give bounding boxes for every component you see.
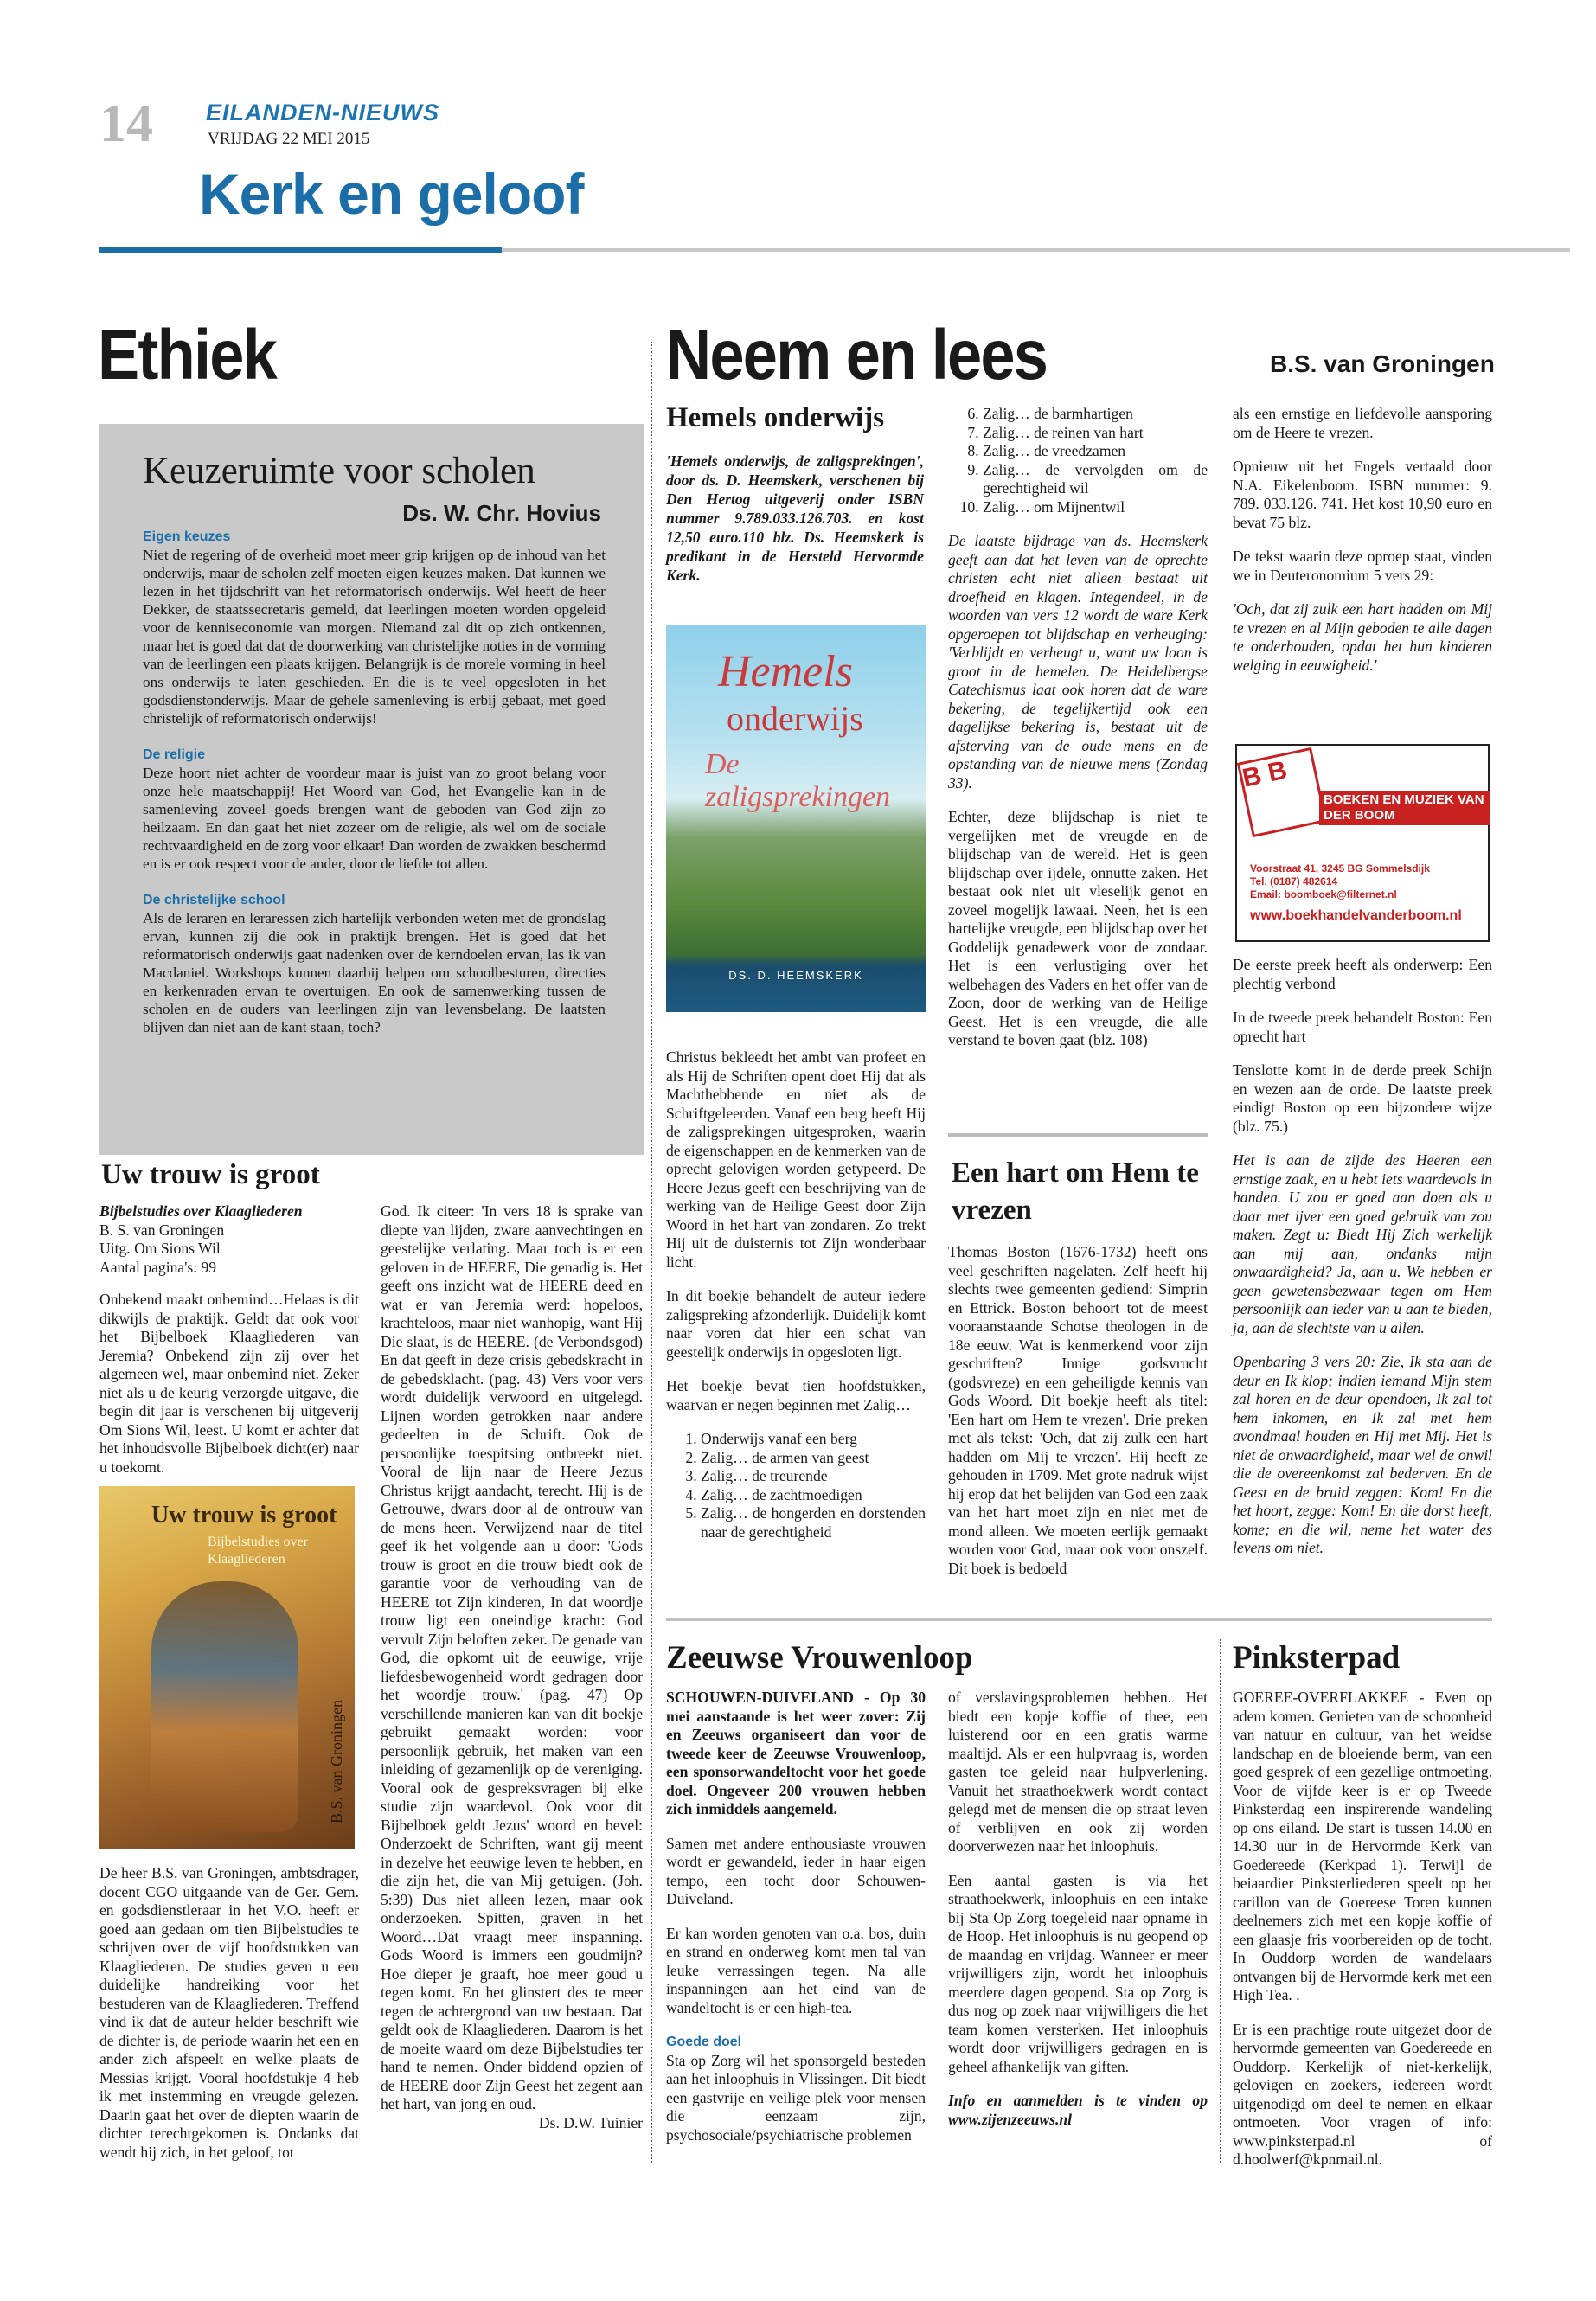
- hemels-p4: Echter, deze blijdschap is niet te vergelijken met de vreugde en de blijdschap van de wereld. Het is geen blijdschap over ijdele, onnutte zaken. Het bestaat ook niet uit vleselijk genot en zoveel mogelijk lawaai. Neen, het is een hartelijke vreugde, een blijdschap over het Goddelijk genadewerk voor de zondaar. Het is een verlustiging over het welbehagen des Vaders en het offer van de Zoon, door de werking van de Heilige Geest. Het is een vreugde, die alle verstand te boven gaat (blz. 108): [948, 808, 1208, 1048]
- list-item: 3. Zalig… de treurende: [701, 1467, 926, 1486]
- list-item: 2. Zalig… de armen van geest: [701, 1449, 926, 1468]
- hart-p6: In de tweede preek behandelt Boston: Een oprecht hart: [1233, 1009, 1492, 1045]
- ethiek-box-author: Ds. W. Chr. Hovius: [402, 500, 601, 526]
- hemels-p2: In dit boekje behandelt de auteur iedere zaligspreking afzonderlijk. Duidelijk komt naar voren dat hier een schat van geestelijk onderwijs in opgesloten ligt.: [666, 1287, 926, 1361]
- ethiek-sub-3: De christelijke school: [143, 893, 285, 907]
- trouw-meta-2: Uitg. Om Sions Wil: [99, 1240, 221, 1257]
- hart-quote2: Het is aan de zijde des Heeren een ernstige zaak, en u hebt iets waardevols in handen. U zou er goed aan doen als u daar met ijver een goed gebruik van zou maken. Zegt u: Biedt Hij Zich werkelijk aan mij aan, ondanks mijn onwaardigheid? Ja, aan u. We hebben er geen gewetensbezwaar tegen om Hem persoonlijk aan ieder van u aan te bieden, ja, aan de slechtste van u allen.: [1233, 1151, 1492, 1336]
- hemels-cover-author: DS. D. HEEMSKERK: [728, 969, 863, 982]
- section-rule: [502, 248, 1570, 252]
- ethiek-sub-2: De religie: [143, 747, 206, 762]
- hemels-intro: 'Hemels onderwijs, de zaligsprekingen', door ds. D. Heemskerk, verschenen bij Den Hertog uitgeverij onder ISBN nummer 9.789.033.126.703. en kost 12,50 euro.110 blz. Ds. Heemskerk is predikant in de Hersteld Hervormde Kerk.: [666, 452, 924, 584]
- trouw-meta-title: Bijbelstudies over Klaagliederen: [99, 1202, 303, 1220]
- vrouwenloop-lead-text: Op 30 mei aanstaande is het weer zover: Zij en Zeeuws organiseert dan voor de tweede keer de Zeeuwse Vrouwenloop, een sponsorwandeltocht voor het goede doel. Ongeveer 200 vrouwen hebben zich inmiddels aangemeld.: [666, 1689, 926, 1817]
- hart-p2: als een ernstige en liefdevolle aansporing om de Heere te vrezen.: [1233, 405, 1492, 441]
- pinksterpad-text2: Er is een prachtige route uitgezet door de hervormde gemeenten van Goedereede en Ouddorp. Kerkelijk of niet-kerkelijk, gelovigen en zoekers, iedereen wordt uitgenodigd om deel te nemen en elkaar ontmoeten. Voor vragen of info: www.pinksterpad.nl of d.hoolwerf@kpnmail.nl.: [1233, 2020, 1492, 2168]
- pinksterpad-text: GOEREE-OVERFLAKKEE - Even op adem komen. Genieten van de schoonheid van natuur en cultuur, van het weidse landschap en de bloeiende berm, van een goed gesprek of een gezellige ontmoeting. Voor de vijfde keer is er op Tweede Pinksterdag een inspirerende wandeling op ons eiland. De start is tussen 14.00 en 14.30 uur in de Hervormde Kerk van Goedereede (Kerkpad 1). Terwijl de beiaardier Pinksterliederen speelt op het carillon van de Goereese Toren kunnen deelnemers zich met een kopje koffie of een glaasje fris voorbereiden op de tocht. In Ouddorp worden de wandelaars ontvangen bij de Hervormde kerk met een High Tea. .: [1233, 1689, 1492, 2003]
- bookshop-address: Voorstraat 41, 3245 BG Sommelsdijk: [1250, 862, 1430, 875]
- pinksterpad-body: Even op adem komen. Genieten van de schoonheid van natuur en cultuur, van het weidse landschap en de bloeiende berm, van een goed gesprek of een gezellige ontmoeting. Voor de vijfde keer is er op Tweede Pinksterdag een inspirerende wandeling op ons eiland. De start is tussen 14.00 en 14.30 uur in de Hervormde Kerk van Goedereede (Kerkpad 1). Terwijl de beiaardier Pinksterliederen speelt op het carillon van de Goereese Toren kunnen deelnemers zich met een kopje koffie of een glaasje fris voorbereiden op de tocht. In Ouddorp worden de wandelaars ontvangen bij de Hervormde kerk met een High Tea. .: [1233, 1689, 1492, 2003]
- page-number: 14: [99, 94, 153, 153]
- vrouwenloop-info: Info en aanmelden is te vinden op www.zijenzeeuws.nl: [948, 2092, 1208, 2128]
- bottom-column-divider: [1220, 1639, 1221, 2163]
- list-item: 4. Zalig… de zachtmoedigen: [701, 1486, 926, 1505]
- trouw-col-1: [99, 1202, 359, 1477]
- vrouwenloop-col-1: [666, 1689, 926, 2144]
- vrouwenloop-title: Zeeuwse Vrouwenloop: [666, 1640, 973, 1676]
- newspaper-brand: EILANDEN-NIEUWS: [206, 99, 439, 125]
- trouw-cover-title: Uw trouw is groot: [151, 1502, 337, 1529]
- list-item: 10. Zalig… om Mijnentwil: [983, 498, 1208, 517]
- vrouwenloop-sub: Goede doel: [666, 2035, 742, 2049]
- section-rule-accent: [99, 247, 502, 253]
- hemels-col-2: [948, 405, 1208, 1066]
- bookshop-email: Email: boomboek@filternet.nl: [1250, 888, 1397, 901]
- zalig-list-a: [666, 1430, 926, 1541]
- trouw-cover-subtitle: Bijbelstudies over Klaagliederen: [208, 1535, 308, 1567]
- hemels-quote: De laatste bijdrage van ds. Heemskerk geeft aan dat het leven van de oprechte christen echt niet alleen bestaat uit droefheid en klagen. Integendeel, in de woorden van vers 12 wordt de ware Kerk opgeroepen tot blijdschap en verheuging: 'Verblijdt en verheugt u, want uw loon is groot in de hemelen. De Heidelbergse Catechismus laat ook horen dat de ware bekering, de tegelijkertijd ook een dagelijkse bekering is, bestaat uit de afsterving van de oude mens en de opstanding van de nieuwe mens (Zondag 33).: [948, 532, 1208, 792]
- trouw-col-2: [381, 1202, 643, 2132]
- hart-p7: Tenslotte komt in de derde preek Schijn en wezen aan de orde. De laatste preek eindigt Boston op een bijzondere wijze (blz. 75.): [1233, 1061, 1492, 1135]
- trouw-book-cover: [99, 1486, 355, 1849]
- ethiek-text-3: Als de leraren en leraressen zich hartelijk verbonden weten met de grondslag ervan, kunnen zij die ook in praktijk brengen. Het is goed dat het reformatorisch onderwijs gaat nadenken over de kerndoelen ervan, las ik van Macdaniel. Workshops kunnen daarbij helpen om schoolbesturen, directies en kerkenraden ervan te overtuigen. En ook de samenwerking tussen de scholen en de ouders van leerlingen zijn van levensbelang. De laatsten blijven dan niet aan de kant staan, toch?: [143, 910, 606, 1035]
- list-item: 9. Zalig… de vervolgden om de gerechtigheid wil: [983, 461, 1208, 498]
- trouw-cover-author: B.S. van Groningen: [328, 1700, 345, 1823]
- vrouwenloop-lead: SCHOUWEN-DUIVELAND - Op 30 mei aanstaande is het weer zover: Zij en Zeeuws organiseert dan voor de tweede keer de Zeeuwse Vrouwenloop, een sponsorwandeltocht voor het goede doel. Ongeveer 200 vrouwen hebben zich inmiddels aangemeld.: [666, 1689, 926, 1817]
- bookshop-contact: [1250, 862, 1430, 901]
- hemels-col-1: [666, 1048, 926, 1541]
- ethiek-title: Ethiek: [98, 316, 277, 394]
- ethiek-box: [99, 424, 644, 1155]
- vrouwenloop-lead-place: SCHOUWEN-DUIVELAND: [666, 1689, 855, 1706]
- vrouwenloop-p5: Een aantal gasten is via het straathoekwerk, inloophuis en een intake bij Sta Op Zorg toegeleid naar opname in de Hoop. Het inloophuis is nu geopend op de maandag en vrijdag. Wanneer er meer vrijwilligers zijn, wordt het inloophuis meerdere dagen geopend. Sta op Zorg is dus nog op zoek naar vrijwilligers die het team komen versterken. Het inloophuis wordt door vrijwilligers gedragen en is geheel afhankelijk van giften.: [948, 1871, 1208, 2075]
- hart-p4: De tekst waarin deze oproep staat, vinden we in Deuteronomium 5 vers 29:: [1233, 548, 1492, 584]
- hart-col-2-bottom: [1233, 956, 1492, 1574]
- section-title: Kerk en geloof: [199, 162, 584, 226]
- hart-p5: De eerste preek heeft als onderwerp: Een plechtig verbond: [1233, 956, 1492, 992]
- vrouwenloop-p3: Sta op Zorg wil het sponsorgeld besteden aan het inloophuis in Vlissingen. Dit biedt een gastvrije en veilige plek voor mensen die eenzaam zijn, psychosociale/psychiatrische problemen: [666, 2051, 926, 2144]
- hart-col-1: Thomas Boston (1676-1732) heeft ons veel geschriften nagelaten. Zelf heeft hij slechts twee gemeenten gediend: Simprin en Ettrick. Boston behoort tot de meest vooraanstaande Schotse theologen in de 18e eeuw. Wat is kenmerkend voor zijn geschriften? Innige godsvrucht (godsvreze) en een geheiligde kennis van Gods Woord. Dit boekje heeft als titel: 'Een hart om Hem te vrezen'. Drie preken met als tekst: 'Och, dat zij zulk een hart hadden om Mij te vrezen'. Hij heeft ze gehouden in 1709. Met grote nadruk wijst hij erop dat het belijden van God een zaak van het hart moet zijn en niet met de mond alleen. We moeten eerlijk gemaakt worden voor God, maar ook voor onszelf. Dit boek is bedoeld: [948, 1243, 1208, 1577]
- trouw-signature: Ds. D.W. Tuinier: [538, 2113, 643, 2131]
- bookshop-logo: [1237, 747, 1327, 837]
- issue-date: VRIJDAG 22 MEI 2015: [208, 130, 370, 148]
- pinksterpad-title: Pinksterpad: [1233, 1640, 1401, 1676]
- vrouwenloop-col-2: [948, 1689, 1208, 2144]
- hemels-cover-line3: De zaligsprekingen: [705, 748, 891, 813]
- hart-title: Een hart om Hem te vrezen: [952, 1157, 1199, 1226]
- bookshop-banner: BOEKEN EN MUZIEK VAN DER BOOM: [1319, 791, 1490, 825]
- list-item: 5. Zalig… de hongerden en dorstenden naar de gerechtigheid: [701, 1504, 926, 1541]
- bottom-section-rule: [666, 1618, 1492, 1621]
- list-item: 7. Zalig… de reinen van hart: [983, 424, 1208, 443]
- bookshop-url[interactable]: www.boekhandelvanderboom.nl: [1250, 908, 1462, 923]
- trouw-meta-1: B. S. van Groningen: [99, 1221, 225, 1239]
- hemels-book-cover: [666, 625, 926, 1012]
- hart-p3: Opnieuw uit het Engels vertaald door N.A. Eikelenboom. ISBN nummer: 9. 789. 033.126. 741. Het kost 10,90 euro en bevat 75 blz.: [1233, 458, 1492, 531]
- list-item: 6. Zalig… de barmhartigen: [983, 405, 1208, 424]
- hemels-p3: Het boekje bevat tien hoofdstukken, waarvan er negen beginnen met Zalig…: [666, 1377, 926, 1413]
- pinksterpad-col: [1233, 1689, 1492, 2170]
- trouw-col2-text: God. Ik citeer: 'In vers 18 is sprake van diepte van lijden, zware aanvechtingen en geestelijke verlating. Maar toch is er een geloven in de HEERE, Die genadig is. Het geeft ons inzicht wat de HEERE deed en wat er van Jeremia werd: hopeloos, krachteloos, maar niet wanhopig, want Hij Die slaat, is de HEERE. (de Verbondsgod) En dat geeft in deze crisis gebedskracht in de gebedsklacht. (pag. 43) Vers voor vers wordt duidelijk verwoord en uitgelegd. Lijnen worden getrokken naar andere gedeelten in de Schrift. Ook de persoonlijke toespitsing ontbreekt niet. Vooral de lijn naar de Heere Jezus Christus krijgt aandacht, terecht. Hij is de Getrouwe, dwars door al de ontrouw van de mens heen. Verwijzend naar de titel geef ik het volgende aan u door: 'Gods trouw is groot en die trouw biedt ook de garantie voor de verhouding van de HEERE tot Zijn kinderen, In dat woordje trouw ligt een oneindige kracht: God vervult Zijn beloften zeker. De genade van God, die opkomt uit de eeuwige, vrije liefdesbewogenheid wordt gedragen door het woordje trouw.' (pag. 47) Op verschillende manieren kan van dit boekje gebruikt gemaakt worden: voor persoonlijk gebruik, het maken van een inleiding of gezamenlijk op de vereniging. Vooral ook de gespreksvragen bij elke studie zijn waardevol. Ook voor dit Bijbelboek geldt Jezus' woord en bevel: Onderzoekt de Schriften, want gij meent in dezelve het eeuwige leven te hebben, en die zijn het, die van Mij getuigen. (Joh. 5:39) Dus niet alleen lezen, maar ook onderzoeken. Spitten, graven in het Woord…Dat vraagt meer inspanning. Gods Woord is immers een goudmijn? Hoe dieper je graaft, hoe meer goud u tegen komt. En het glinstert des te meer tegen de achtergrond van uw bestaan. Dat geldt ook de Klaagliederen. Daarom is het de moeite waard om deze Bijbelstudies ter hand te nemen. Onder biddend opzien of de HEERE door Zijn Geest het zegent aan het hart, van jong en oud.: [381, 1202, 643, 2112]
- ethiek-box-title: Keuzeruimte voor scholen: [143, 451, 535, 491]
- vrouwenloop-p2: Er kan worden genoten van o.a. bos, duin en strand en onderweg komt men tal van leuke verrassingen tegen. Na alle inspanningen aan het eind van de wandeltocht is er een high-tea.: [666, 1924, 926, 2016]
- trouw-meta-3: Aantal pagina's: 99: [99, 1258, 217, 1276]
- hart-quote3: Openbaring 3 vers 20: Zie, Ik sta aan de deur en Ik klop; indien iemand Mijn stem zal horen en de deur opendoen, Ik zal tot hem inkomen, en Ik zal met hem avondmaal houden en Hij met Mij. Het is niet de onwaardigheid, maar wel de onwil die de overeenkomst zal bederven. En de Geest en de bruid zeggen: Kom! En die het hoort, zegge: Kom! En die dorst heeft, kome; en die wil, neme het water des levens om niet.: [1233, 1353, 1492, 1556]
- hart-quote1: 'Och, dat zij zulk een hart hadden om Mij te vrezen en al Mijn geboden te alle dagen te onderhouden, opdat het hun kinderen welging in eeuwigheid.': [1233, 600, 1492, 674]
- prophet-figure-image: [151, 1581, 298, 1832]
- vrouwenloop-p1: Samen met andere enthousiaste vrouwen wordt er gewandeld, ieder in haar eigen tempo, een tocht door Schouwen-Duiveland.: [666, 1834, 926, 1907]
- neem-author: B.S. van Groningen: [1270, 350, 1495, 377]
- hemels-title: Hemels onderwijs: [666, 402, 885, 433]
- hemels-cover-line1: Hemels: [718, 647, 853, 696]
- neem-title: Neem en lees: [666, 316, 1048, 394]
- bookshop-logo-text: B B: [1240, 755, 1290, 793]
- hart-col-2-top: [1233, 405, 1492, 690]
- trouw-col1-bottom: De heer B.S. van Groningen, ambtsdrager, docent CGO uitgaande van de Ger. Gem. en godsdienstleraar in het V.O. heeft er goed aan gedaan om tien Bijbelstudies te schrijven over de vijf hoofdstukken van Klaagliederen. De studies geven u een duidelijke handreiking voor het bestuderen van de Klaagliederen. Treffend vind ik dat de auteur helder beschrift wie de dichter is, de periode waarin het een en ander zich afspeelt en welke plaats de Messias krijgt. Vooral hoofdstukje 4 heb ik met instemming en vreugde gelezen. Daarin gaat het over de diepten waarin de dichter terechtgekomen is. Ondanks dat wendt hij zich, in het geloof, tot: [99, 1864, 359, 2161]
- vrouwenloop-p4: of verslavingsproblemen hebben. Het biedt een kopje koffie of thee, een luisterend oor en een gratis warme maaltijd. Als er een hulpvraag is, worden gasten toe geleid naar hulpverlening. Vanuit het straathoekwerk wordt contact gelegd met de mensen die op straat leven of verblijven en ook zij worden doorverwezen naar het inloophuis.: [948, 1689, 1208, 1855]
- ethiek-sub-1: Eigen keuzes: [143, 529, 231, 544]
- trouw-title: Uw trouw is groot: [101, 1159, 320, 1190]
- ethiek-text-1: Niet de regering of de overheid moet meer grip krijgen op de inhoud van het onderwijs, maar de scholen zelf moeten eigen keuzes maken. Dat kunnen we lezen in het tijdschrift van het reformatorisch onderwijs. Wel heeft de heer Dekker, de staatssecretaris gemeld, dat leerlingen moeten worden opgeleid voor de kenniseconomie van morgen. Niemand zal dit op zich ontkennen, maar het is goed dat dat de doorwerking van christelijke noties in de vorming van de leerlingen een plaats krijgen. Belangrijk is de morele vorming in heel ons onderwijs te laten geschieden. En die is te veel opgesloten in het godsdienstonderwijs. Maar de gehele samenleving is erbij gebaat, met goed christelijk of reformatorisch onderwijs!: [143, 547, 606, 727]
- hemels-p1: Christus bekleedt het ambt van profeet en als Hij de Schriften opent doet Hij dat als Machthebbende en niet als de Schriftgeleerden. Vanaf een berg heeft Hij de zaligsprekingen uitgesproken, waarin de eigenschappen en de kenmerken van de oprecht gelovigen worden getypeerd. De Heere Jezus geeft een beschrijving van de werking van de Heilige Geest door Zijn Woord in het hart van zondaren. Zo trekt Hij uit de duisternis tot Zijn wonderbaar licht.: [666, 1048, 926, 1271]
- ethiek-box-content: [143, 528, 606, 1036]
- hart-rule: [948, 1133, 1208, 1137]
- list-item: 1. Onderwijs vanaf een berg: [701, 1430, 926, 1449]
- pinksterpad-place: GOEREE-OVERFLAKKEE: [1233, 1689, 1409, 1706]
- hemels-cover-line2: onderwijs: [727, 699, 863, 738]
- zalig-list-b: [948, 405, 1208, 516]
- list-item: 8. Zalig… de vreedzamen: [983, 442, 1208, 461]
- ethiek-text-2: Deze hoort niet achter de voordeur maar is juist van zo groot belang voor onze hele maatschappij! Het Woord van God, het Evangelie kan in de samenleving zoveel goeds brengen want de geboden van God zijn zo heilzaam. En dan gaat het niet zozeer om de religie, als wel om de sociale rechtvaardigheid en de zorg voor elkaar! Dan worden de zwakken beschermd en is er ook respect voor de ander, door de liefde tot allen.: [143, 765, 606, 872]
- column-divider: [651, 342, 652, 2163]
- bookshop-ad[interactable]: [1235, 744, 1490, 942]
- trouw-col1-top: Onbekend maakt onbemind…Helaas is dit dikwijls de praktijk. Geldt dat ook voor het Bijbelboek Klaagliederen van Jeremia? Onbekend zijn zij over het algemeen wel, maar onbemind niet. Zeker niet als u de keurig verzorgde uitgave, die begin dit jaar is verschenen bij uitgeverij Om Sions Wil, leest. U komt er achter dat het inhoudsvolle Bijbelboek dicht(er) naar u toekomt.: [99, 1291, 359, 1476]
- bookshop-phone: Tel. (0187) 482614: [1250, 875, 1338, 888]
